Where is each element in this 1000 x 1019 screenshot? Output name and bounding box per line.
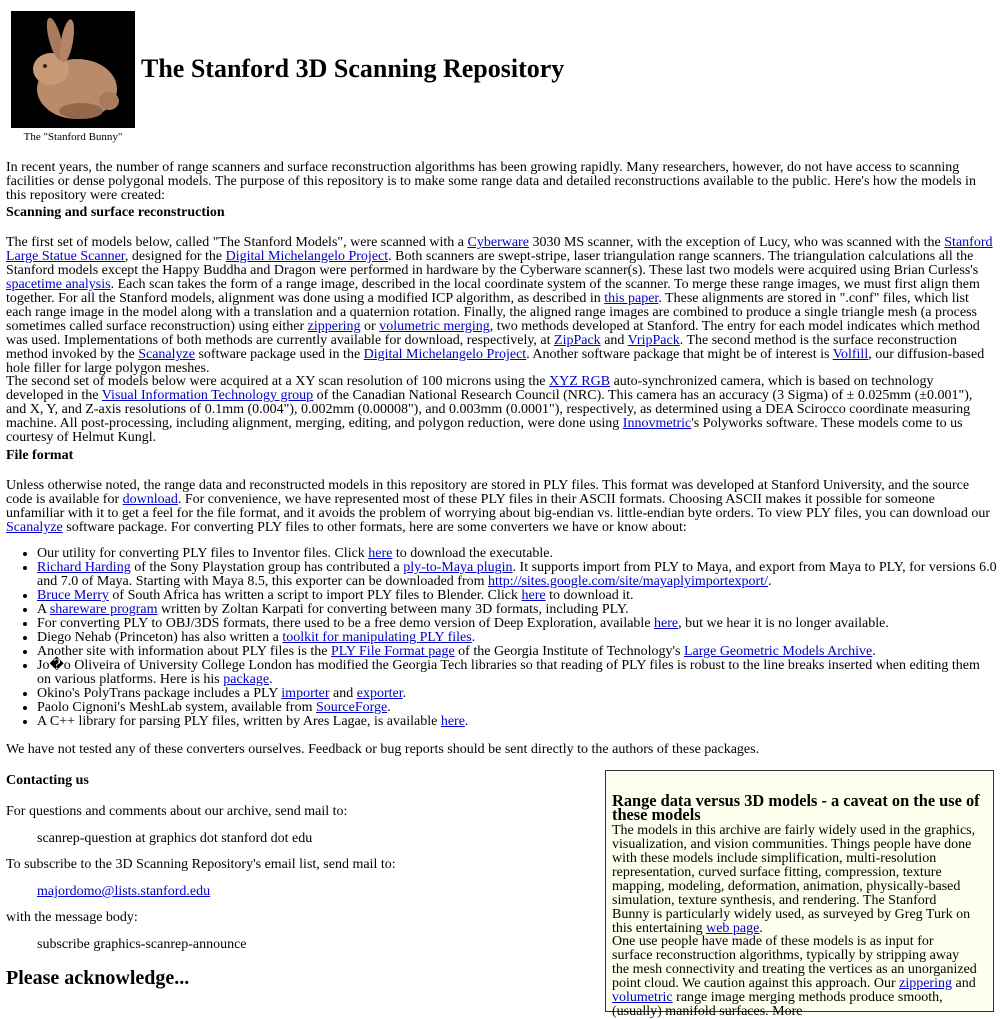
list-item <box>37 603 997 617</box>
text: , but we hear it is no longer available. <box>678 616 889 631</box>
list-item <box>37 715 997 729</box>
list-item <box>37 645 997 659</box>
text: , designed for the <box>124 249 226 264</box>
text: . <box>471 630 476 645</box>
text: . It supports import from PLY to Maya, and export from Maya to PLY, for versions 6.0 and 7.0 of Maya. Starting with Maya 8.5, this exporter can be downloaded from <box>37 560 997 589</box>
volumetric-link[interactable]: volumetric <box>612 990 673 1005</box>
text: . <box>759 921 763 936</box>
michelangelo-link-2[interactable]: Digital Michelangelo Project <box>363 347 527 362</box>
text: , two methods developed at Stanford. The entry for each model indicates which method was used. Implementations of both methods are currently available for download, respectively, at <box>6 319 980 348</box>
text: . <box>387 700 391 715</box>
vit-group-link[interactable]: Visual Information Technology group <box>101 388 314 403</box>
download-link[interactable]: download <box>122 492 178 507</box>
cyberware-link[interactable]: Cyberware <box>467 235 529 250</box>
text: software package used in the <box>194 347 364 362</box>
package-link[interactable]: package <box>223 672 270 687</box>
scanalyze-link[interactable]: Scanalyze <box>138 347 195 362</box>
text: One use people have made of these models is as input for surface reconstruction algorithms, typically by stripping away the mesh connectivity and treating the vertices as an unorganized point cloud. We caution against this approach. Our <box>612 934 977 991</box>
ply-format-page-link[interactable]: PLY File Format page <box>330 644 455 659</box>
text: 3030 MS scanner, with the exception of Lucy, who was scanned with the <box>528 235 945 250</box>
contact-heading: Contacting us <box>6 773 89 788</box>
maya-exporter-url-link[interactable]: http://sites.google.com/site/mayaplyimportexport/ <box>488 574 768 589</box>
large-models-archive-link[interactable]: Large Geometric Models Archive <box>683 644 873 659</box>
intro-paragraph: In recent years, the number of range scanners and surface reconstruction algorithms has been growing rapidly. Many researchers, however, do not have access to scanning facilities or dense polygonal models. The purpose of this repository is to make some range data and detailed reconstructions available to the public. Here's how the models in this repository were created: <box>6 160 976 203</box>
text: . <box>767 574 772 589</box>
text: . For convenience, we have represented most of these PLY files in their ASCII formats. Choosing ASCII makes it possible for someone unfamiliar with it to get a feel for the file format, and it avoids the problem of worrying about big-endian vs. little-endian byte orders. To view PLY files, you can download our <box>6 492 990 521</box>
deep-exploration-here-link[interactable]: here <box>654 616 679 631</box>
file-format-paragraph <box>6 479 994 535</box>
converter-list <box>37 547 997 729</box>
spacetime-analysis-link[interactable]: spacetime analysis <box>6 277 111 292</box>
questions-text: For questions and comments about our archive, send mail to: <box>6 804 348 819</box>
text: . <box>402 686 407 701</box>
subscribe-command: subscribe graphics-scanrep-announce <box>37 937 247 952</box>
text: to download it. <box>545 588 634 603</box>
list-item <box>37 631 997 645</box>
list-item <box>37 687 997 701</box>
subscribe-email-wrap <box>37 885 210 899</box>
caveat-title: Range data versus 3D models - a caveat on the use of these models <box>612 791 980 824</box>
innovmetric-link[interactable]: Innovmetric <box>622 416 692 431</box>
text: . These alignments are stored in ".conf" files, which list each range image in the model along with a translation and a quaternion rotation. Finally, the aligned range images are combined to produce a single triangle mesh (a process sometimes called surface reconstruction) using either <box>6 291 977 334</box>
list-item <box>37 617 997 631</box>
converters-disclaimer: We have not tested any of these converters ourselves. Feedback or bug reports should be sent directly to the authors of these packages. <box>6 742 760 757</box>
text: Diego Nehab (Princeton) has also written a <box>37 630 283 645</box>
vrippack-link[interactable]: VripPack <box>627 333 680 348</box>
text: . <box>269 672 273 687</box>
richard-harding-link[interactable]: Richard Harding <box>37 560 131 575</box>
this-paper-link[interactable]: this paper <box>604 291 659 306</box>
shareware-program-link[interactable]: shareware program <box>49 602 158 617</box>
list-item <box>37 547 997 561</box>
list-item <box>37 659 997 687</box>
text: . <box>464 714 469 729</box>
text: range image merging methods produce smooth, (usually) manifold surfaces. More <box>612 990 943 1019</box>
zippering-link-2[interactable]: zippering <box>899 976 952 991</box>
acknowledge-heading: Please acknowledge... <box>6 967 190 989</box>
sourceforge-link[interactable]: SourceForge <box>315 700 388 715</box>
text: Unless otherwise noted, the range data and reconstructed models in this repository are stored in PLY files. This format was developed at Stanford University, and the source code is available for <box>6 478 970 507</box>
text: . <box>872 644 876 659</box>
text: The second set of models below were acquired at a XY scan resolution of 100 microns using the <box>6 374 549 389</box>
zippack-link[interactable]: ZipPack <box>554 333 601 348</box>
text: Okino's PolyTrans package includes a PLY <box>37 686 282 701</box>
text: . Each scan takes the form of a range image, described in the local coordinate system of the scanner. To merge these range images, we must first align them together. For all the Stanford models, alignment was done using a modified ICP algorithm, as described in <box>6 277 980 306</box>
text: and <box>600 333 628 348</box>
list-item <box>37 561 997 589</box>
text: The models in this archive are fairly widely used in the graphics, visualization, and vision communities. Things people have done with these models include simplification, multi-resolution representation, curved surface fitting, compression, texture mapping, modeling, deformation, animation, physically-based simulation, texture synthesis, and rendering. The Stanford Bunny is particularly widely used, as surveyed by Greg Turk on this entertaining <box>612 823 976 936</box>
message-body-text: with the message body: <box>6 910 138 925</box>
text: Our utility for converting PLY files to Inventor files. Click <box>37 546 369 561</box>
michelangelo-link[interactable]: Digital Michelangelo Project <box>225 249 389 264</box>
text: 's Polyworks software. These models come to us courtesy of Helmut Kungl. <box>6 416 963 445</box>
caveat-paragraph-2 <box>612 935 977 1019</box>
text: and <box>951 976 976 991</box>
page-title: The Stanford 3D Scanning Repository <box>141 54 565 83</box>
text: . The second method is the surface reconstruction method invoked by the <box>6 333 958 362</box>
scanalyze-link-2[interactable]: Scanalyze <box>6 520 63 535</box>
scanning-heading: Scanning and surface reconstruction <box>6 205 225 220</box>
scanning-paragraph-2 <box>6 375 994 445</box>
file-format-heading: File format <box>6 448 74 463</box>
scanning-paragraph-1 <box>6 236 994 376</box>
caveat-sidebar <box>605 770 994 1019</box>
text: Paolo Cignoni's MeshLab system, available from <box>37 700 316 715</box>
text: to download the executable. <box>392 546 553 561</box>
volfill-link[interactable]: Volfill <box>832 347 869 362</box>
zippering-link[interactable]: zippering <box>307 319 361 334</box>
stanford-bunny-image <box>11 11 135 128</box>
questions-email: scanrep-question at graphics dot stanford dot edu <box>37 831 313 846</box>
list-item <box>37 589 997 603</box>
importer-link[interactable]: importer <box>281 686 330 701</box>
caveat-paragraph-1 <box>612 824 977 936</box>
text: . Another software package that might be of interest is <box>526 347 833 362</box>
list-item <box>37 701 997 715</box>
inventor-here-link[interactable]: here <box>368 546 393 561</box>
text: of the Georgia Institute of Technology's <box>454 644 684 659</box>
text: of the Canadian National Research Council (NRC). This camera has an accuracy (3 Sigma) of ± 0.025mm (±0.001"), and X, Y, and Z-axis resolutions of 0.1mm (0.004"), 0.002mm (0.00008"), and 0.003mm (0.0001"), respectively, as determined using a DEA Scirocco coordinate measuring machine. All post-processing, including alignment, merging, editing, and polygon reduction, were done using <box>6 388 973 431</box>
xyz-rgb-link[interactable]: XYZ RGB <box>549 374 611 389</box>
text: of the Sony Playstation group has contributed a <box>130 560 404 575</box>
volumetric-merging-link[interactable]: volumetric merging <box>379 319 490 334</box>
cpp-library-here-link[interactable]: here <box>440 714 465 729</box>
text: The first set of models below, called "The Stanford Models", were scanned with a <box>6 235 468 250</box>
text: or <box>360 319 380 334</box>
statue-scanner-link[interactable]: Stanford Large Statue Scanner <box>6 235 993 264</box>
majordomo-email-link[interactable]: majordomo@lists.stanford.edu <box>37 884 211 899</box>
text: A C++ library for parsing PLY files, written by Ares Lagae, is available <box>37 714 441 729</box>
subscribe-text: To subscribe to the 3D Scanning Repository's email list, send mail to: <box>6 857 396 872</box>
ply-toolkit-link[interactable]: toolkit for manipulating PLY files <box>282 630 472 645</box>
text: and <box>329 686 357 701</box>
bruce-merry-link[interactable]: Bruce Merry <box>37 588 109 603</box>
text: software package. For converting PLY files to other formats, here are some converters we have or know about: <box>62 520 687 535</box>
text: . Both scanners are swept-stripe, laser triangulation range scanners. The triangulation calculations all the Stanford models except the Happy Buddha and Dragon were performed in hardware by the Cyberware scanner(s). These last two models were acquired using Brian Curless's <box>6 249 979 278</box>
text: auto-synchronized camera, which is based on technology developed in the <box>6 374 934 403</box>
text: A <box>37 602 50 617</box>
bunny-caption: The "Stanford Bunny" <box>23 131 123 143</box>
text: For converting PLY to OBJ/3DS formats, there used to be a free demo version of Deep Exploration, available <box>37 616 655 631</box>
text: Jo�o Oliveira of University College London has modified the Georgia Tech libraries so that reading of PLY files is robust to the line breaks inserted when editing them on various platforms. Here is his <box>37 658 980 687</box>
text: written by Zoltan Karpati for converting between many 3D formats, including PLY. <box>157 602 629 617</box>
ply-to-maya-link[interactable]: ply-to-Maya plugin <box>403 560 513 575</box>
web-page-link[interactable]: web page <box>706 921 760 936</box>
text: Another site with information about PLY files is the <box>37 644 331 659</box>
text: of South Africa has written a script to import PLY files to Blender. Click <box>108 588 522 603</box>
exporter-link[interactable]: exporter <box>356 686 403 701</box>
blender-here-link[interactable]: here <box>521 588 546 603</box>
text: , our diffusion-based hole filler for large polygon meshes. <box>6 347 985 376</box>
